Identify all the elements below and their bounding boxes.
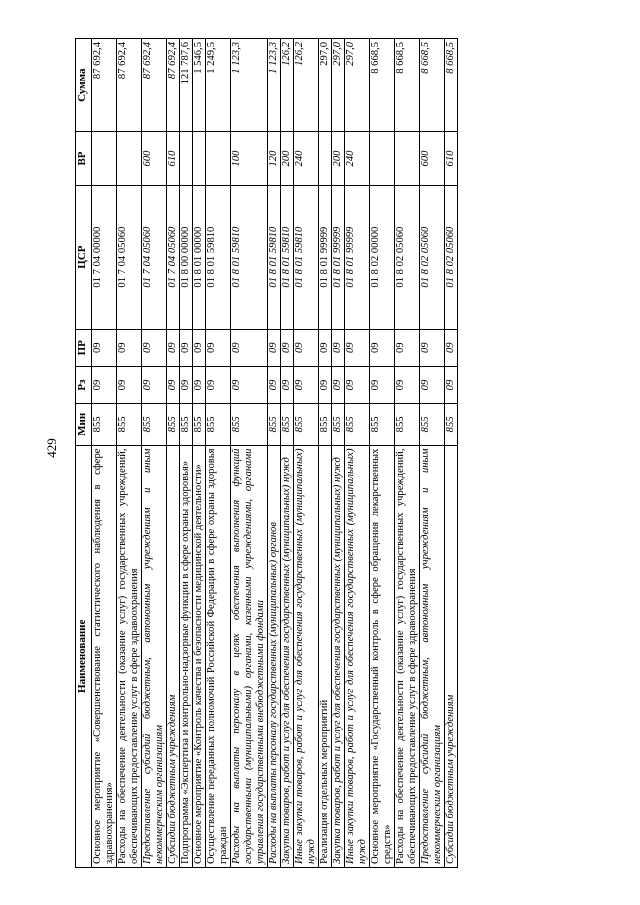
cell-rz: 09 [193, 366, 206, 403]
cell-min: 855 [445, 404, 458, 445]
cell-sum: 87 692,4 [167, 39, 180, 132]
cell-sum: 87 692,4 [117, 39, 142, 132]
table-row [294, 39, 319, 868]
cell-min: 855 [294, 404, 319, 445]
cell-vr: 240 [294, 132, 319, 185]
cell-csr: 01 7 04 00000 [92, 185, 117, 329]
cell-min: 855 [370, 404, 395, 445]
cell-min: 855 [193, 404, 206, 445]
cell-pr: 09 [445, 329, 458, 366]
table-header-row [76, 39, 92, 868]
cell-rz: 09 [92, 366, 117, 403]
cell-name: Основное мероприятие «Контроль качества и безопасности медицинской деятельности» [193, 445, 206, 867]
cell-sum: 8 668,5 [420, 39, 445, 132]
cell-pr: 09 [92, 329, 117, 366]
cell-rz: 09 [206, 366, 231, 403]
cell-vr: 600 [420, 132, 445, 185]
cell-min: 855 [142, 404, 167, 445]
cell-sum: 1 249,5 [206, 39, 231, 132]
cell-csr: 01 8 00 00000 [180, 185, 193, 329]
cell-name: Субсидии бюджетным учреждениям [445, 445, 458, 867]
cell-name: Расходы на обеспечение деятельности (оказание услуг) государственных учреждений, обеспечивающих предоставление услуг в сфере здравоохранения [117, 445, 142, 867]
table-row [319, 39, 332, 868]
cell-pr: 09 [142, 329, 167, 366]
cell-vr: 240 [345, 132, 370, 185]
cell-min: 855 [345, 404, 370, 445]
table-row [167, 39, 180, 868]
cell-min: 855 [281, 404, 294, 445]
cell-rz: 09 [142, 366, 167, 403]
cell-csr: 01 8 01 59810 [206, 185, 231, 329]
cell-pr: 09 [281, 329, 294, 366]
cell-min: 855 [319, 404, 332, 445]
cell-name: Подпрограмма «Экспертиза и контрольно-надзорные функции в сфере охраны здоровья» [180, 445, 193, 867]
cell-name: Закупка товаров, работ и услуг для обеспечения государственных (муниципальных) нужд [332, 445, 345, 867]
table-row [92, 39, 117, 868]
header-pr: ПР [76, 329, 92, 366]
table-row [193, 39, 206, 868]
cell-rz: 09 [332, 366, 345, 403]
cell-sum: 1 123,3 [268, 39, 281, 132]
cell-vr [92, 132, 117, 185]
cell-sum: 1 546,5 [193, 39, 206, 132]
cell-name: Иные закупки товаров, работ и услуг для обеспечения государственных (муниципальных) нужд [294, 445, 319, 867]
cell-pr: 09 [294, 329, 319, 366]
cell-name: Закупка товаров, работ и услуг для обеспечения государственных (муниципальных) нужд [281, 445, 294, 867]
cell-csr: 01 8 01 00000 [193, 185, 206, 329]
cell-name: Субсидии бюджетным учреждениям [167, 445, 180, 867]
table-row [117, 39, 142, 868]
cell-vr: 200 [281, 132, 294, 185]
cell-vr [117, 132, 142, 185]
cell-pr: 09 [395, 329, 420, 366]
cell-csr: 01 8 01 59810 [268, 185, 281, 329]
header-name: Наименование [76, 445, 92, 867]
cell-vr [370, 132, 395, 185]
rotated-page-content [75, 38, 615, 868]
table-row [206, 39, 231, 868]
cell-rz: 09 [180, 366, 193, 403]
cell-rz: 09 [319, 366, 332, 403]
cell-vr: 610 [445, 132, 458, 185]
cell-csr: 01 8 01 99999 [345, 185, 370, 329]
cell-rz: 09 [345, 366, 370, 403]
cell-min: 855 [92, 404, 117, 445]
cell-pr: 09 [332, 329, 345, 366]
cell-csr: 01 7 04 05060 [167, 185, 180, 329]
cell-vr [180, 132, 193, 185]
cell-name: Основное мероприятие «Совершенствование статистического наблюдения в сфере здравоохранения» [92, 445, 117, 867]
cell-sum: 297,0 [332, 39, 345, 132]
cell-name: Основное мероприятие «Государственный контроль в сфере обращения лекарственных средств» [370, 445, 395, 867]
cell-pr: 09 [206, 329, 231, 366]
cell-sum: 126,2 [294, 39, 319, 132]
cell-pr: 09 [345, 329, 370, 366]
cell-rz: 09 [231, 366, 268, 403]
cell-pr: 09 [268, 329, 281, 366]
cell-vr: 600 [142, 132, 167, 185]
cell-csr: 01 8 02 05060 [445, 185, 458, 329]
cell-min: 855 [180, 404, 193, 445]
cell-name: Расходы на выплаты персоналу в целях обеспечения выполнения функций государственными (муниципальными) органами, казенными учреждениями, органами управления государственными внебюджетными фондами [231, 445, 268, 867]
cell-csr: 01 8 01 59810 [231, 185, 268, 329]
cell-rz: 09 [167, 366, 180, 403]
cell-rz: 09 [395, 366, 420, 403]
cell-min: 855 [332, 404, 345, 445]
cell-name: Предоставление субсидий бюджетным, автономным учреждениям и иным некоммерческим организациям [420, 445, 445, 867]
cell-sum: 8 668,5 [395, 39, 420, 132]
table-row [281, 39, 294, 868]
cell-name: Иные закупки товаров, работ и услуг для обеспечения государственных (муниципальных) нужд [345, 445, 370, 867]
cell-min: 855 [395, 404, 420, 445]
cell-vr: 610 [167, 132, 180, 185]
cell-sum: 87 692,4 [142, 39, 167, 132]
table-row [345, 39, 370, 868]
cell-pr: 09 [420, 329, 445, 366]
cell-vr: 100 [231, 132, 268, 185]
cell-min: 855 [117, 404, 142, 445]
cell-vr [206, 132, 231, 185]
cell-sum: 87 692,4 [92, 39, 117, 132]
cell-pr: 09 [231, 329, 268, 366]
table-row [445, 39, 458, 868]
cell-vr [193, 132, 206, 185]
cell-vr: 120 [268, 132, 281, 185]
cell-min: 855 [231, 404, 268, 445]
table-row [142, 39, 167, 868]
table-row [180, 39, 193, 868]
table-row [395, 39, 420, 868]
cell-min: 855 [420, 404, 445, 445]
cell-min: 855 [268, 404, 281, 445]
cell-sum: 121 787,6 [180, 39, 193, 132]
table-row [332, 39, 345, 868]
cell-rz: 09 [268, 366, 281, 403]
page-number: 429 [44, 438, 59, 458]
budget-table [75, 38, 458, 868]
cell-csr: 01 8 01 99999 [332, 185, 345, 329]
table-row [231, 39, 268, 868]
cell-vr [319, 132, 332, 185]
cell-name: Реализация отдельных мероприятий [319, 445, 332, 867]
cell-sum: 126,2 [281, 39, 294, 132]
cell-pr: 09 [193, 329, 206, 366]
cell-sum: 8 668,5 [445, 39, 458, 132]
table-row [268, 39, 281, 868]
header-vr: ВР [76, 132, 92, 185]
cell-pr: 09 [370, 329, 395, 366]
cell-rz: 09 [420, 366, 445, 403]
cell-sum: 8 668,5 [370, 39, 395, 132]
cell-csr: 01 7 04 05060 [142, 185, 167, 329]
cell-csr: 01 7 04 05060 [117, 185, 142, 329]
cell-name: Предоставление субсидий бюджетным, автономным учреждениям и иным некоммерческим организациям [142, 445, 167, 867]
cell-pr: 09 [319, 329, 332, 366]
cell-pr: 09 [180, 329, 193, 366]
cell-csr: 01 8 02 05060 [420, 185, 445, 329]
header-rz: Рз [76, 366, 92, 403]
cell-vr: 200 [332, 132, 345, 185]
cell-csr: 01 8 01 59810 [281, 185, 294, 329]
cell-rz: 09 [117, 366, 142, 403]
cell-sum: 297,0 [319, 39, 332, 132]
header-csr: ЦСР [76, 185, 92, 329]
cell-rz: 09 [281, 366, 294, 403]
cell-name: Расходы на обеспечение деятельности (оказание услуг) государственных учреждений, обеспечивающих предоставление услуг в сфере здравоохранения [395, 445, 420, 867]
cell-sum: 297,0 [345, 39, 370, 132]
table-row [420, 39, 445, 868]
cell-vr [395, 132, 420, 185]
cell-pr: 09 [117, 329, 142, 366]
cell-csr: 01 8 02 00000 [370, 185, 395, 329]
header-min: Мин [76, 404, 92, 445]
cell-pr: 09 [167, 329, 180, 366]
cell-name: Осуществление переданных полномочий Российской Федерации в сфере охраны здоровья граждан [206, 445, 231, 867]
cell-rz: 09 [294, 366, 319, 403]
table-row [370, 39, 395, 868]
cell-rz: 09 [370, 366, 395, 403]
cell-rz: 09 [445, 366, 458, 403]
cell-csr: 01 8 01 59810 [294, 185, 319, 329]
cell-min: 855 [167, 404, 180, 445]
cell-csr: 01 8 01 99999 [319, 185, 332, 329]
header-sum: Сумма [76, 39, 92, 132]
cell-sum: 1 123,3 [231, 39, 268, 132]
cell-min: 855 [206, 404, 231, 445]
cell-name: Расходы на выплаты персоналу государственных (муниципальных) органов [268, 445, 281, 867]
cell-csr: 01 8 02 05060 [395, 185, 420, 329]
